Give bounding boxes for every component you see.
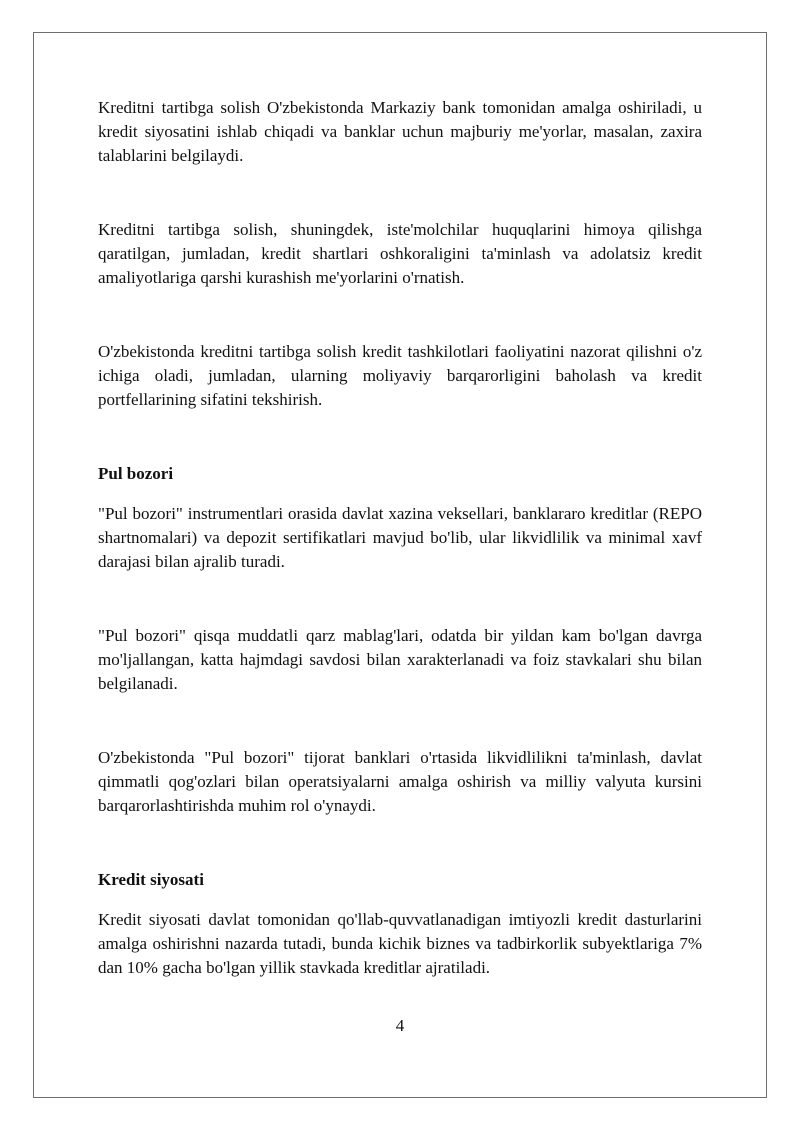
paragraph-credit-regulation-central-bank: Kreditni tartibga solish O'zbekistonda Markaziy bank tomonidan amalga oshiriladi, u kredit siyosatini ishlab chiqadi va banklar uchun majburiy me'yorlar, masalan, zaxira talablarini belgilaydi. [98,98,702,165]
heading-money-market: Pul bozori [98,464,174,483]
paragraph-credit-regulation-consumer-protection: Kreditni tartibga solish, shuningdek, iste'molchilar huquqlarini himoya qilishga qaratilgan, jumladan, kredit shartlari oshkoraligini ta'minlash va adolatsiz kredit amaliyotlariga qarshi kurashish me'yorlarini o'rnatish. [98,220,702,287]
paragraph-money-market-uzbekistan: O'zbekistonda "Pul bozori" tijorat banklari o'rtasida likvidlilikni ta'minlash, davlat qimmatli qog'ozlari bilan operatsiyalarni amalga oshirish va milliy valyuta kursini barqarorlashtirishda muhim rol o'ynaydi. [98,748,702,815]
heading-credit-policy: Kredit siyosati [98,870,204,889]
paragraph-money-market-instruments: "Pul bozori" instrumentlari orasida davlat xazina veksellari, banklararo kreditlar (REPO shartnomalari) va depozit sertifikatlari mavjud bo'lib, ular likvidlilik va minimal xavf darajasi bilan ajralib turadi. [98,504,702,571]
paragraph-money-market-short-term: "Pul bozori" qisqa muddatli qarz mablag'lari, odatda bir yildan kam bo'lgan davrga mo'ljallangan, katta hajmdagi savdosi bilan xarakterlanadi va foiz stavkalari shu bilan belgilanadi. [98,626,702,693]
page-number: 4 [395,1016,405,1035]
paragraph-credit-policy-programs: Kredit siyosati davlat tomonidan qo'llab-quvvatlanadigan imtiyozli kredit dasturlarini amalga oshirishni nazarda tutadi, bunda kichik biznes va tadbirkorlik subyektlariga 7% dan 10% gacha bo'lgan yillik stavkada kreditlar ajratiladi. [98,910,702,977]
paragraph-credit-regulation-supervision: O'zbekistonda kreditni tartibga solish kredit tashkilotlari faoliyatini nazorat qilishni o'z ichiga oladi, jumladan, ularning moliyaviy barqarorligini baholash va kredit portfellarining sifatini tekshirish. [98,342,702,409]
page-body [98,96,702,980]
